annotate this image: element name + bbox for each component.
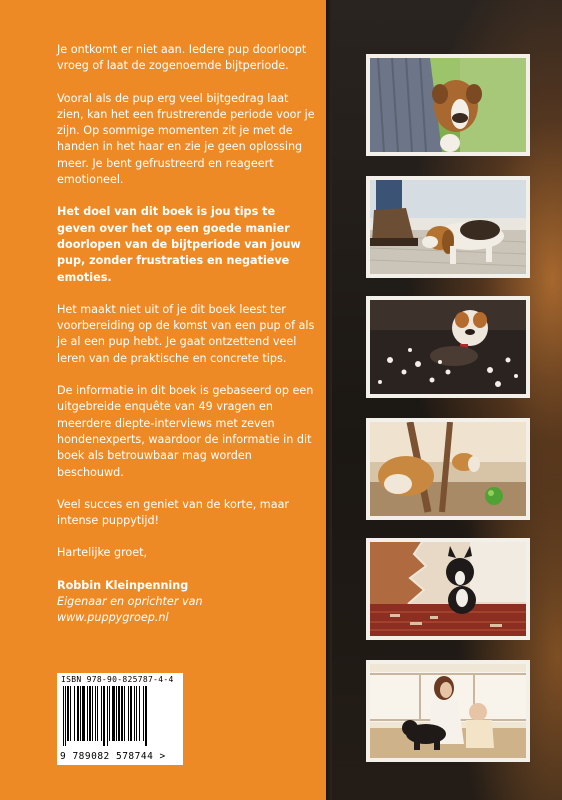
blurb-text — [57, 42, 317, 627]
signature-block — [57, 578, 317, 627]
paragraph-1: Je ontkomt er niet aan. Iedere pup doorloopt vroeg of laat de zogenoemde bijtperiode. — [57, 43, 307, 73]
barcode-bar — [89, 686, 91, 741]
photo-boxer-puppy — [366, 54, 530, 156]
photo-family-puppy — [366, 660, 530, 762]
barcode-bar — [143, 686, 144, 741]
paragraph-4: Het maakt niet uit of je dit boek leest ter voorbereiding op de komst van een pup of als je al een pup hebt. Je gaat ontzettend veel leren van de praktische en concrete tips. — [57, 302, 315, 365]
paragraph-2: Vooral als de pup erg veel bijtgedrag laat zien, kan het een frustrerende periode voor je zijn. Op sommige momenten zit je met de handen in het haar en zie je geen oplossing meer. Je bent gefrustreerd en reageert emotioneel. — [57, 91, 315, 187]
boston-terrier-image — [370, 542, 526, 636]
barcode-bar — [118, 686, 120, 741]
barcode-bar — [82, 686, 85, 741]
barcode-bar — [70, 686, 71, 741]
family-puppy-image — [370, 664, 526, 758]
barcode-bar — [145, 686, 147, 746]
barcode-bar — [101, 686, 102, 741]
barcode-bar — [116, 686, 117, 741]
panel-edge — [326, 0, 332, 800]
barcode-bar — [130, 686, 132, 741]
barcode-bar — [112, 686, 115, 741]
paragraph-6: Veel succes en geniet van de korte, maar intense puppytijd! — [57, 497, 290, 528]
beagle-puppy-image — [370, 180, 526, 274]
barcode-bar — [77, 686, 79, 741]
barcode-bar — [107, 686, 108, 746]
barcode-bars — [61, 686, 179, 746]
greeting: Hartelijke groet, — [57, 546, 148, 560]
barcode-bar — [139, 686, 140, 741]
barcode-bar — [95, 686, 96, 741]
barcode-bar — [124, 686, 125, 741]
ean-digits: 9 789082 578744 > — [60, 751, 166, 762]
barcode-bar — [128, 686, 129, 741]
paragraph-5: De informatie in dit boek is gebaseerd op een uitgebreide enquête van 49 vragen en meerdere diepte-interviews met zeven hondenexperts, waardoor de informatie in dit boek als betrouwbaar mag worden beschouwd. — [57, 384, 314, 479]
photo-boston-terrier — [366, 538, 530, 640]
barcode-bar — [109, 686, 110, 741]
author-website: www.puppygroep.nl — [57, 611, 169, 625]
author-role: Eigenaar en oprichter van — [57, 595, 203, 609]
isbn-barcode — [57, 673, 183, 765]
barcode-bar — [134, 686, 135, 741]
barcode-bar — [87, 686, 88, 741]
barcode-bar — [74, 686, 75, 741]
barcode-bar — [92, 686, 93, 741]
photo-puppy-chair — [366, 418, 530, 520]
barcode-bar — [80, 686, 81, 741]
author-name: Robbin Kleinpenning — [57, 578, 189, 592]
barcode-bar — [65, 686, 66, 746]
photo-terrier-pillow — [366, 296, 530, 398]
photo-beagle-puppy — [366, 176, 530, 278]
terrier-pillow-image — [370, 300, 526, 394]
boxer-puppy-image — [370, 58, 526, 152]
puppy-chair-image — [370, 422, 526, 516]
paragraph-3-bold: Het doel van dit boek is jou tips te geven over het op een goede manier doorlopen van de bijtperiode van jouw pup, zonder frustraties en negatieve emoties. — [57, 205, 301, 284]
barcode-bar — [63, 686, 64, 746]
barcode-bar — [103, 686, 105, 746]
barcode-bar — [67, 686, 69, 741]
barcode-bar — [97, 686, 98, 741]
barcode-bar — [136, 686, 137, 741]
isbn-label: ISBN 978-90-825787-4-4 — [61, 675, 174, 684]
barcode-bar — [121, 686, 123, 741]
